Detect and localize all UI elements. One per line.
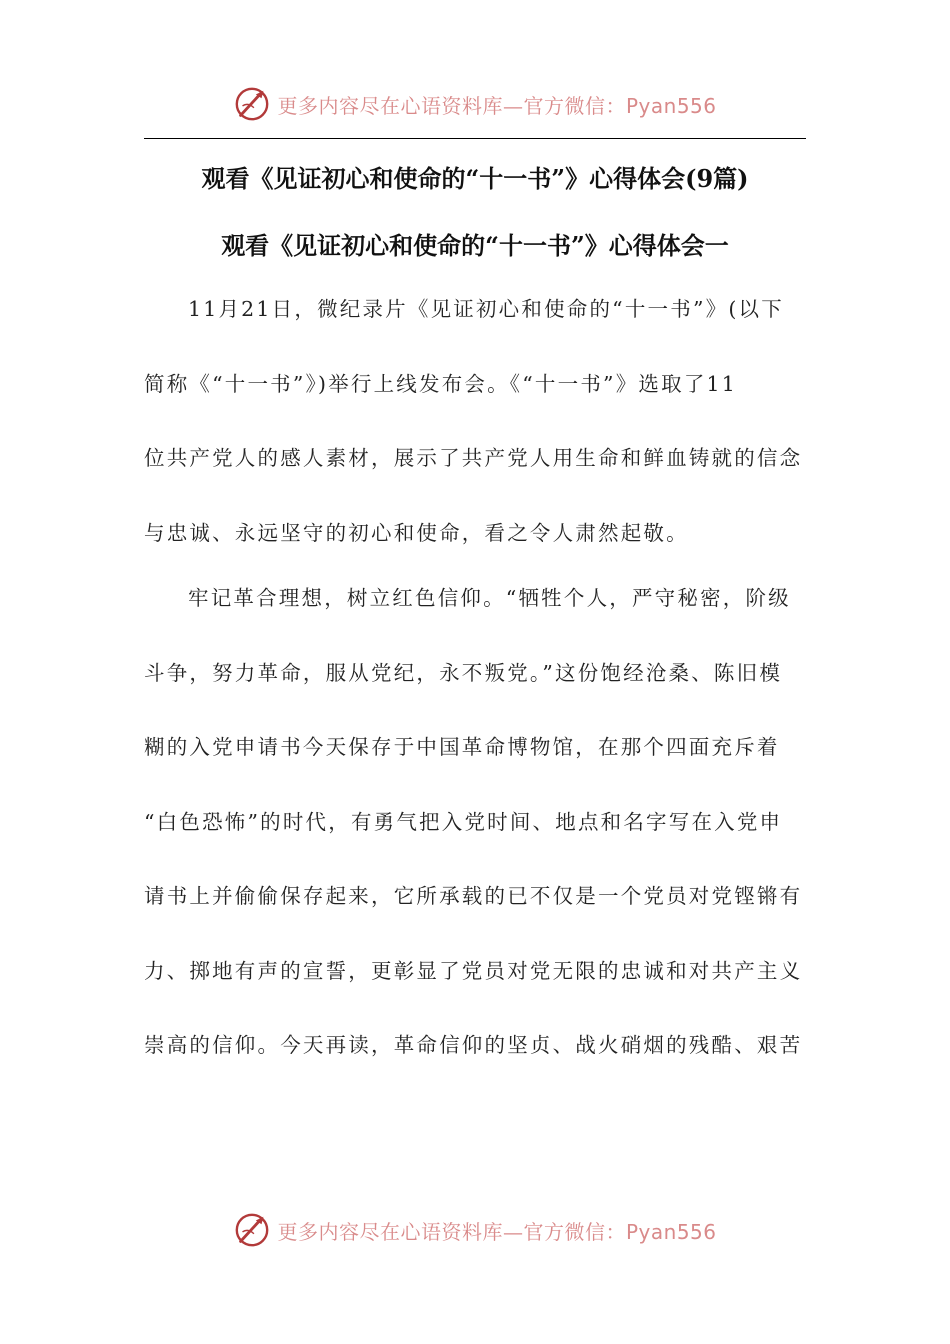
paragraph-line: 11月21日，微纪录片《见证初心和使命的“十一书”》(以下 xyxy=(188,297,784,321)
paragraph-2 xyxy=(144,583,806,1105)
paragraph-line: 力、掷地有声的宣誓，更彰显了党员对党无限的忠诚和对共产主义 xyxy=(144,958,803,983)
paragraph-line: 请书上并偷偷保存起来，它所承载的已不仅是一个党员对党铿锵有 xyxy=(144,884,803,908)
footer-banner xyxy=(0,1206,950,1254)
banner-label: 更多内容尽在心语资料库—官方微信： xyxy=(277,1219,626,1244)
document-title: 观看《见证初心和使命的“十一书”》心得体会(9篇) xyxy=(201,164,749,193)
banner-text xyxy=(277,90,716,119)
banner-wechat-id: Pyan556 xyxy=(625,93,717,118)
banner-label: 更多内容尽在心语资料库—官方微信： xyxy=(277,93,626,118)
banner-wechat-id: Pyan556 xyxy=(625,1219,717,1244)
section-title: 观看《见证初心和使命的“十一书”》心得体会一 xyxy=(221,231,729,260)
banner-text xyxy=(277,1216,716,1245)
header-banner xyxy=(0,80,950,128)
paragraph-1 xyxy=(144,294,806,592)
paragraph-line: 斗争，努力革命，服从党纪，永不叛党。”这份饱经沧桑、陈旧模 xyxy=(144,660,783,685)
header-divider xyxy=(144,138,806,139)
paragraph-line: 糊的入党申请书今天保存于中国革命博物馆，在那个四面充斥着 xyxy=(144,735,780,759)
paragraph-line: 牢记革合理想，树立红色信仰。“牺牲个人，严守秘密，阶级 xyxy=(188,586,791,610)
paragraph-line: 崇高的信仰。今天再读，革命信仰的坚贞、战火硝烟的残酷、艰苦 xyxy=(144,1033,803,1057)
paragraph-line: 位共产党人的感人素材，展示了共产党人用生命和鲜血铸就的信念 xyxy=(144,446,803,470)
paragraph-line: “白色恐怖”的时代，有勇气把入党时间、地点和名字写在入党申 xyxy=(144,809,783,834)
paragraph-line: 简称《“十一书”》)举行上线发布会。《“十一书”》选取了11 xyxy=(144,371,738,396)
pen-logo-icon xyxy=(233,1211,271,1249)
paragraph-line: 与忠诚、永远坚守的初心和使命，看之令人肃然起敬。 xyxy=(144,520,689,545)
pen-logo-icon xyxy=(233,85,271,123)
